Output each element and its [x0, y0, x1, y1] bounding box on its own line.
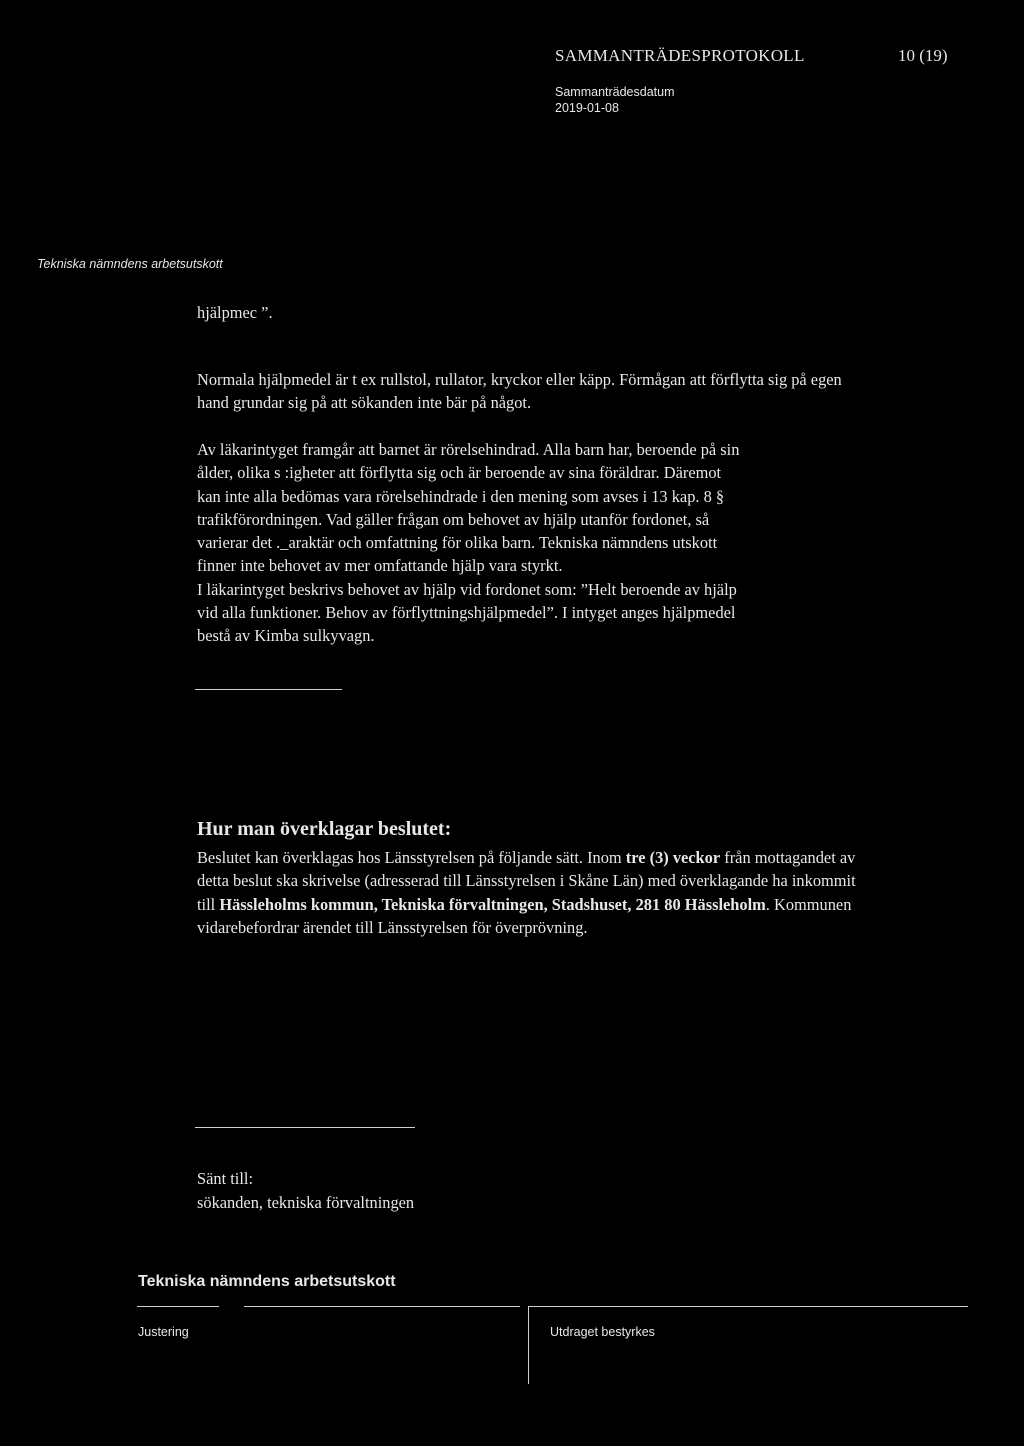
meeting-date-label: Sammanträdesdatum: [555, 85, 675, 99]
appeal-address: Hässleholms kommun, Tekniska förvaltningen, Stadshuset, 281 80 Hässleholm: [219, 894, 766, 914]
paragraph-line: bestå av Kimba sulkyvagn.: [197, 626, 375, 646]
paragraph-line: varierar det ._araktär och omfattning för olika barn. Tekniska nämndens utskott: [197, 533, 718, 553]
justering-label: Justering: [138, 1325, 189, 1339]
appeal-instructions: [197, 846, 877, 939]
paragraph-line: vid alla funktioner. Behov av förflyttningshjälpmedel”. I intyget anges hjälpmedel: [197, 603, 736, 623]
paragraph-line: trafikförordningen. Vad gäller frågan om behovet av hjälp utanför fordonet, så: [197, 509, 710, 529]
paragraph-line: ålder, olika s :igheter att förflytta sig och är beroende av sina föräldrar. Däremot: [197, 463, 722, 483]
footer-rule: [244, 1306, 520, 1307]
protocol-title: SAMMANTRÄDESPROTOKOLL: [555, 46, 805, 65]
paragraph-line: I läkarintyget beskrivs behovet av hjälp vid fordonet som: ”Helt beroende av hjälp: [197, 579, 737, 599]
paragraph-line: Av läkarintyget framgår att barnet är rörelsehindrad. Alla barn har, beroende på sin: [197, 440, 740, 459]
appeal-deadline: tre (3) veckor: [625, 848, 721, 867]
footer-committee: Tekniska nämndens arbetsutskott: [138, 1273, 396, 1290]
appeal-heading: Hur man överklagar beslutet:: [197, 818, 452, 840]
meeting-date-value: 2019-01-08: [555, 101, 619, 115]
sent-to-label: Sänt till:: [197, 1169, 254, 1188]
section-divider: [195, 689, 342, 690]
paragraph-line: finner inte behovet av mer omfattande hjälp vara styrkt.: [197, 556, 563, 576]
appeal-text: från mottagandet av detta beslut ska skrivelse (adresserad till Länsstyrelsen i Skåne Län) med överklagande ha inkommit till: [197, 848, 856, 914]
paragraph-line: kan inte alla bedömas vara rörelsehindrade i den mening som avses i 13 kap. 8 §: [197, 486, 725, 506]
page-number: 10 (19): [898, 46, 948, 65]
utdrag-label: Utdraget bestyrkes: [550, 1325, 655, 1339]
section-divider: [195, 1127, 415, 1128]
footer-rule: [137, 1306, 219, 1307]
paragraph-medical-certificate: [197, 438, 877, 648]
footer-separator: [528, 1306, 529, 1384]
paragraph-text: Normala hjälpmedel är t ex rullstol, rullator, kryckor eller käpp. Förmågan att förflytta sig på egen hand grundar sig på att sökanden inte bär på något.: [197, 370, 842, 413]
appeal-text: Beslutet kan överklagas hos Länsstyrelsen på följande sätt. Inom: [197, 848, 626, 867]
footer-rule: [528, 1306, 968, 1307]
appeal-text: . Kommunen vidarebefordrar ärendet till Länsstyrelsen för överprövning.: [197, 894, 852, 937]
committee-header: Tekniska nämndens arbetsutskott: [37, 257, 223, 271]
text-fragment: hjälpmec ”.: [197, 303, 273, 322]
paragraph-normal-aids: [197, 368, 877, 415]
sent-to-recipients: sökanden, tekniska förvaltningen: [197, 1193, 415, 1212]
